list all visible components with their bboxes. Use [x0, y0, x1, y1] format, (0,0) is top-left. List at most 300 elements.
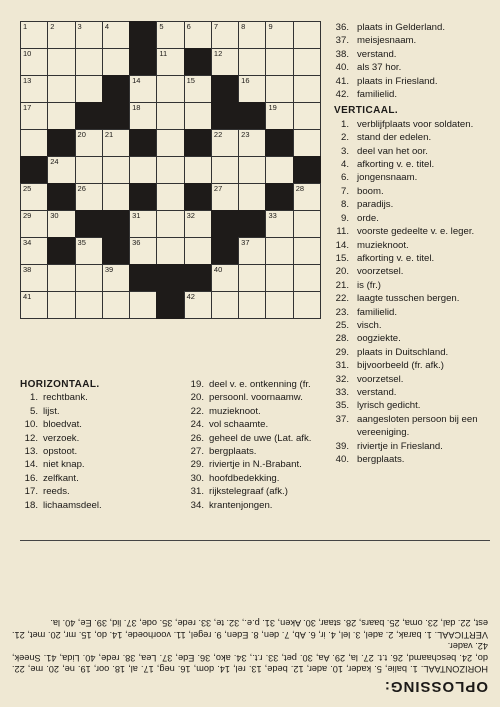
clue-number: 12.	[24, 432, 38, 444]
horizontal-clue	[20, 472, 180, 485]
grid-cell[interactable]	[265, 210, 293, 238]
grid-cell[interactable]	[20, 102, 48, 130]
clue-number: 39.	[335, 440, 349, 452]
clue-text: rijkstelegraaf (afk.)	[209, 486, 288, 498]
cell-number: 32	[186, 211, 195, 220]
clue-number: 26.	[190, 432, 204, 444]
grid-cell[interactable]	[293, 129, 321, 157]
cell-number: 42	[186, 292, 195, 301]
horizontal-clues-continued	[334, 21, 494, 101]
solution-horizontal: HORIZONTAAL. 1. balie, 5. kader, 10. ader, 12. bede, 13. rel, 14. dom, 16. neg, 17. al, 18. oor, 19. ne, 20. me, 22. do, 24. beschaamd, 26. t.t. 27. la, 29. Aa, 30. pet, 33. r.t., 34. ako, 36. Ede, 37. Lea, 38. rede, 40. Lida, 41. Sneek, 42. vader.	[12, 641, 488, 675]
grid-cell[interactable]	[265, 75, 293, 103]
grid-cell[interactable]	[293, 102, 321, 130]
cell-number: 10	[23, 49, 32, 58]
horizontal-clue	[20, 485, 180, 498]
grid-cell[interactable]	[20, 291, 48, 319]
clue-text: plaats in Gelderland.	[357, 22, 445, 33]
cell-number: 26	[77, 184, 86, 193]
grid-cell[interactable]	[129, 291, 157, 319]
grid-cell[interactable]	[156, 21, 184, 49]
grid-cell[interactable]	[238, 264, 266, 292]
clue-column-left	[20, 378, 180, 512]
clue-text: muzieknoot.	[209, 405, 261, 417]
cell-number: 40	[213, 265, 223, 274]
clue-text: meisjesnaam.	[357, 35, 417, 47]
clue-number: 7.	[340, 185, 349, 197]
clue-number: 36.	[335, 22, 349, 33]
horizontal-heading: HORIZONTAAL.	[20, 379, 100, 390]
cell-number: 23	[241, 130, 250, 139]
grid-cell[interactable]	[47, 75, 75, 103]
horizontal-clue	[334, 75, 494, 88]
grid-cell[interactable]	[293, 264, 321, 292]
cell-number: 31	[132, 211, 141, 220]
grid-cell[interactable]	[293, 48, 321, 76]
grid-block	[47, 129, 75, 157]
grid-cell[interactable]	[75, 264, 103, 292]
grid-cell[interactable]	[75, 48, 103, 76]
horizontal-clue	[334, 48, 494, 61]
clue-number: 21.	[335, 279, 349, 291]
clue-text: bloedvat.	[43, 419, 82, 431]
clue-text: vol schaamte.	[209, 419, 269, 431]
grid-block	[265, 183, 293, 211]
grid-cell[interactable]	[293, 237, 321, 265]
grid-cell[interactable]	[184, 237, 212, 265]
clue-number: 31.	[335, 360, 349, 372]
clue-number: 33.	[335, 386, 349, 398]
horizontal-clue	[20, 445, 180, 458]
grid-cell[interactable]	[211, 183, 239, 211]
cell-number: 1	[23, 22, 28, 31]
grid-cell[interactable]	[211, 156, 239, 184]
clue-number: 27.	[190, 446, 204, 458]
solution-block	[12, 552, 488, 695]
grid-cell[interactable]	[238, 75, 266, 103]
vertical-clue	[334, 332, 494, 345]
clue-number: 1.	[29, 392, 38, 404]
clue-text: voorzetsel.	[357, 266, 404, 278]
grid-block	[102, 102, 130, 130]
clue-text: afkorting v. e. titel.	[357, 252, 435, 264]
grid-cell[interactable]	[293, 291, 321, 319]
grid-block	[293, 156, 321, 184]
grid-block	[211, 75, 239, 103]
cell-number: 4	[104, 22, 109, 31]
vertical-clue	[334, 239, 494, 252]
grid-cell[interactable]	[265, 102, 293, 130]
clue-text: voorzetsel.	[357, 373, 404, 385]
grid-block	[47, 237, 75, 265]
cell-number: 33	[268, 211, 277, 220]
grid-cell[interactable]	[238, 21, 266, 49]
grid-cell[interactable]	[293, 210, 321, 238]
grid-cell[interactable]	[20, 75, 48, 103]
cell-number: 19	[268, 103, 277, 112]
grid-cell[interactable]	[156, 48, 184, 76]
grid-cell[interactable]	[47, 156, 75, 184]
cell-number: 18	[132, 103, 141, 112]
vertical-clue	[334, 453, 494, 466]
cell-number: 29	[23, 211, 32, 220]
grid-cell[interactable]	[47, 210, 75, 238]
clue-number: 37.	[335, 413, 349, 425]
grid-cell[interactable]	[293, 75, 321, 103]
grid-cell[interactable]	[102, 129, 130, 157]
vertical-clue	[334, 131, 494, 144]
grid-cell[interactable]	[75, 291, 103, 319]
vertical-clue	[334, 373, 494, 386]
clue-text: zelfkant.	[43, 472, 79, 484]
grid-block	[129, 183, 157, 211]
clue-number: 8.	[340, 199, 349, 211]
vertical-clue	[334, 279, 494, 292]
grid-cell[interactable]	[265, 237, 293, 265]
cell-number: 35	[77, 238, 86, 247]
grid-cell[interactable]	[184, 21, 212, 49]
grid-cell[interactable]	[75, 75, 103, 103]
clue-column-middle	[186, 378, 336, 512]
grid-block	[211, 102, 239, 130]
grid-cell[interactable]	[129, 237, 157, 265]
grid-block	[129, 264, 157, 292]
cell-number: 15	[186, 76, 195, 85]
vertical-clue	[334, 306, 494, 319]
cell-number: 5	[159, 22, 164, 31]
clue-text: aangesloten persoon bij een vereeniging.	[357, 413, 478, 439]
clue-text: verblijfplaats voor soldaten.	[357, 118, 474, 130]
horizontal-clue	[20, 418, 180, 431]
crossword-grid	[20, 21, 320, 318]
clue-number: 29.	[335, 346, 349, 358]
grid-cell[interactable]	[129, 102, 157, 130]
clue-text: bijvoorbeeld (fr. afk.)	[357, 360, 444, 372]
clue-column-right	[334, 21, 494, 466]
grid-cell[interactable]	[102, 264, 130, 292]
cell-number: 27	[213, 184, 223, 193]
grid-block	[75, 102, 103, 130]
vertical-clue	[334, 319, 494, 332]
grid-block	[211, 237, 239, 265]
clue-text: verstand.	[357, 386, 397, 398]
clue-number: 15.	[335, 252, 349, 264]
grid-block	[184, 129, 212, 157]
cell-number: 13	[23, 76, 32, 85]
grid-cell[interactable]	[211, 264, 239, 292]
horizontal-clue	[186, 458, 336, 471]
clue-text: laagte tusschen bergen.	[357, 293, 460, 305]
grid-cell[interactable]	[156, 237, 184, 265]
cell-number: 7	[213, 22, 219, 31]
grid-cell[interactable]	[129, 210, 157, 238]
clue-number: 3.	[340, 145, 349, 157]
grid-cell[interactable]	[75, 129, 103, 157]
horizontal-clue	[186, 418, 336, 431]
grid-cell[interactable]	[20, 21, 48, 49]
grid-block	[184, 183, 212, 211]
cell-number: 14	[132, 76, 141, 85]
cell-number: 11	[159, 49, 168, 58]
grid-cell[interactable]	[184, 75, 212, 103]
grid-cell[interactable]	[184, 156, 212, 184]
grid-block	[265, 129, 293, 157]
clue-text: bergplaats.	[357, 454, 405, 465]
grid-block	[129, 21, 157, 49]
cell-number: 25	[23, 184, 32, 193]
clue-number: 40.	[335, 454, 349, 465]
clue-text: lijst.	[43, 405, 60, 417]
horizontal-clue	[186, 432, 336, 445]
clue-number: 4.	[340, 159, 349, 171]
divider-line	[20, 540, 490, 541]
horizontal-clue	[186, 499, 336, 512]
cell-number: 9	[268, 22, 273, 31]
horizontal-clue	[186, 378, 336, 391]
grid-block	[20, 156, 48, 184]
grid-cell[interactable]	[102, 156, 130, 184]
grid-cell[interactable]	[47, 291, 75, 319]
grid-cell[interactable]	[238, 291, 266, 319]
clue-number: 34.	[190, 499, 204, 511]
grid-cell[interactable]	[238, 129, 266, 157]
grid-cell[interactable]	[156, 156, 184, 184]
grid-block	[102, 75, 130, 103]
grid-cell[interactable]	[20, 48, 48, 76]
clue-number: 14.	[335, 239, 349, 251]
vertical-clue	[334, 145, 494, 158]
cell-number: 22	[213, 130, 223, 139]
grid-cell[interactable]	[102, 21, 130, 49]
grid-block	[238, 210, 266, 238]
vertical-clue	[334, 359, 494, 372]
grid-cell[interactable]	[265, 48, 293, 76]
clue-number: 14.	[24, 459, 38, 471]
grid-cell[interactable]	[238, 48, 266, 76]
vertical-clue	[334, 386, 494, 399]
grid-cell[interactable]	[156, 210, 184, 238]
grid-cell[interactable]	[75, 183, 103, 211]
cell-number: 6	[186, 22, 191, 31]
horizontal-clue	[20, 432, 180, 445]
cell-number: 8	[241, 22, 246, 31]
clue-text: afkorting v. e. titel.	[357, 159, 435, 171]
cell-number: 38	[23, 265, 32, 274]
clue-number: 32.	[335, 373, 349, 385]
clue-number: 31.	[190, 486, 204, 498]
grid-cell[interactable]	[211, 48, 239, 76]
grid-cell[interactable]	[129, 156, 157, 184]
grid-block	[238, 102, 266, 130]
cell-number: 17	[23, 103, 32, 112]
grid-cell[interactable]	[156, 183, 184, 211]
solution-vertical: VERTICAAL. 1. barak, 2. adel, 3. lel, 4. ir, 6. Ab, 7. den, 8. Eden, 9. regel, 11. voorhoede, 14. do, 15. mr, 20. met, 21. est, 22. dal, 23. oma, 25. baars, 28. staar, 30. Aken, 31. p.e., 32. te, 33. rede, 35. ode, 37. lid, 39. Ee, 40. la.	[12, 618, 488, 640]
clue-number: 1.	[340, 118, 349, 130]
clue-text: plaats in Friesland.	[357, 75, 438, 87]
clue-number: 22.	[190, 405, 204, 417]
grid-cell[interactable]	[20, 183, 48, 211]
grid-cell[interactable]	[184, 102, 212, 130]
grid-cell[interactable]	[47, 48, 75, 76]
clue-text: familielid.	[357, 89, 397, 101]
clue-number: 11.	[336, 226, 349, 238]
horizontal-clue	[186, 405, 336, 418]
grid-cell[interactable]	[211, 21, 239, 49]
horizontal-clue	[334, 61, 494, 74]
clue-text: lichaamsdeel.	[43, 499, 102, 511]
clue-number: 6.	[340, 172, 349, 184]
grid-cell[interactable]	[102, 48, 130, 76]
grid-cell[interactable]	[102, 183, 130, 211]
grid-block	[47, 183, 75, 211]
cell-number: 12	[213, 49, 223, 58]
clue-text: stand der edelen.	[357, 132, 432, 144]
horizontal-clue	[186, 391, 336, 404]
grid-cell[interactable]	[265, 21, 293, 49]
clue-text: verstand.	[357, 48, 397, 60]
clue-text: muzieknoot.	[357, 239, 409, 251]
grid-cell[interactable]	[184, 291, 212, 319]
clue-number: 9.	[340, 212, 349, 224]
horizontal-clues-middle	[186, 378, 336, 512]
grid-cell[interactable]	[238, 237, 266, 265]
clue-number: 24.	[190, 419, 204, 431]
grid-cell[interactable]	[20, 129, 48, 157]
grid-block	[102, 237, 130, 265]
clue-text: reeds.	[43, 486, 70, 498]
grid-cell[interactable]	[211, 129, 239, 157]
horizontal-clue	[186, 485, 336, 498]
clue-text: lyrisch gedicht.	[357, 400, 421, 412]
grid-cell[interactable]	[293, 21, 321, 49]
grid-cell[interactable]	[75, 156, 103, 184]
grid-cell[interactable]	[47, 264, 75, 292]
horizontal-clue	[20, 405, 180, 418]
clue-text: krantenjongen.	[209, 499, 273, 511]
cell-number: 34	[23, 238, 32, 247]
cell-number: 21	[104, 130, 114, 139]
clue-text: als 37 hor.	[357, 62, 402, 74]
clue-number: 35.	[335, 400, 349, 412]
clue-number: 42.	[335, 89, 349, 101]
grid-cell[interactable]	[156, 75, 184, 103]
grid-cell[interactable]	[265, 264, 293, 292]
clue-number: 40.	[335, 62, 349, 74]
horizontal-clues	[20, 391, 180, 512]
solution-title: OPLOSSING:	[383, 678, 488, 695]
grid-cell[interactable]	[47, 102, 75, 130]
clue-text: deel van het oor.	[357, 145, 428, 157]
grid-cell[interactable]	[265, 291, 293, 319]
clue-text: niet knap.	[43, 459, 85, 471]
grid-block	[75, 210, 103, 238]
vertical-clue	[334, 158, 494, 171]
grid-cell[interactable]	[20, 210, 48, 238]
clue-number: 20.	[190, 392, 204, 404]
clue-number: 30.	[190, 472, 204, 484]
clue-number: 37.	[335, 35, 349, 47]
grid-cell[interactable]	[47, 21, 75, 49]
grid-cell[interactable]	[293, 183, 321, 211]
clue-number: 22.	[335, 293, 349, 305]
grid-cell[interactable]	[238, 156, 266, 184]
clue-text: plaats in Duitschland.	[357, 346, 449, 358]
clue-text: bergplaats.	[209, 446, 257, 458]
grid-cell[interactable]	[156, 129, 184, 157]
vertical-clue	[334, 171, 494, 184]
clue-number: 19.	[190, 379, 204, 390]
clue-number: 28.	[335, 333, 349, 345]
grid-cell[interactable]	[211, 291, 239, 319]
vertical-clue	[334, 399, 494, 412]
grid-cell[interactable]	[129, 75, 157, 103]
horizontal-clue	[20, 499, 180, 512]
clue-number: 25.	[335, 319, 349, 331]
clue-number: 23.	[335, 306, 349, 318]
grid-cell[interactable]	[20, 264, 48, 292]
vertical-heading: VERTICAAL.	[334, 105, 398, 117]
grid-block	[184, 264, 212, 292]
clue-number: 16.	[24, 472, 38, 484]
clue-text: orde.	[357, 212, 379, 224]
grid-cell[interactable]	[102, 291, 130, 319]
grid-cell[interactable]	[75, 237, 103, 265]
clue-number: 18.	[24, 499, 38, 511]
grid-block	[184, 48, 212, 76]
clue-text: visch.	[357, 319, 382, 331]
grid-block	[211, 210, 239, 238]
clue-text: voorste gedeelte v. e. leger.	[357, 226, 475, 238]
vertical-clue	[334, 265, 494, 278]
horizontal-clue	[334, 34, 494, 47]
grid-block	[156, 264, 184, 292]
clue-text: riviertje in Friesland.	[357, 440, 443, 452]
grid-cell[interactable]	[156, 102, 184, 130]
vertical-clue	[334, 185, 494, 198]
vertical-clue	[334, 225, 494, 238]
clue-number: 38.	[335, 48, 349, 60]
grid-cell[interactable]	[20, 237, 48, 265]
cell-number: 2	[50, 22, 55, 31]
clue-text: deel v. e. ontkenning (fr.	[209, 379, 311, 390]
clue-text: verzoek.	[43, 432, 80, 444]
grid-cell[interactable]	[75, 21, 103, 49]
clue-text: is (fr.)	[357, 279, 381, 291]
horizontal-clue	[20, 458, 180, 471]
grid-block	[129, 129, 157, 157]
cell-number: 36	[132, 238, 141, 247]
clue-text: persoonl. voornaamw.	[209, 392, 303, 404]
cell-number: 37	[241, 238, 250, 247]
clue-text: familielid.	[357, 306, 397, 318]
clue-number: 13.	[24, 446, 38, 458]
vertical-clue	[334, 440, 494, 453]
clue-number: 20.	[335, 266, 349, 278]
clue-text: geheel de uwe (Lat. afk.	[209, 432, 312, 444]
clue-number: 5.	[29, 405, 38, 417]
clue-number: 10.	[24, 419, 38, 431]
grid-cell[interactable]	[265, 156, 293, 184]
grid-cell[interactable]	[238, 183, 266, 211]
vertical-clue	[334, 413, 494, 440]
cell-number: 30	[50, 211, 59, 220]
clue-text: jongensnaam.	[357, 172, 418, 184]
vertical-clue	[334, 252, 494, 265]
clue-text: paradijs.	[357, 199, 394, 211]
horizontal-clue	[334, 21, 494, 34]
clue-number: 29.	[190, 459, 204, 471]
horizontal-clue	[334, 88, 494, 101]
grid-cell[interactable]	[184, 210, 212, 238]
